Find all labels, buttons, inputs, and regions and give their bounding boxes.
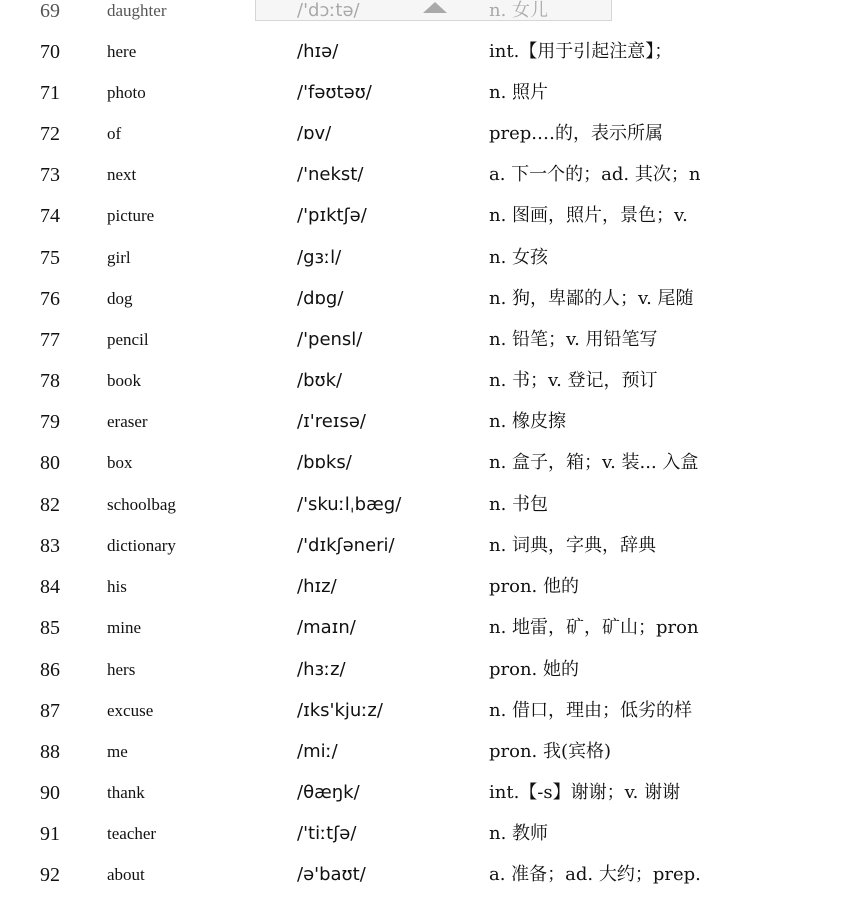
english-word: picture xyxy=(107,206,155,225)
meaning: int.【用于引起注意】； xyxy=(489,41,673,62)
phonetic: /maɪn/ xyxy=(297,617,356,638)
meaning: n. 狗，卑鄙的人；v. 尾随 xyxy=(489,288,694,309)
phonetic: /hɜːz/ xyxy=(297,659,346,680)
meaning: n. 盒子，箱；v. 装... 入盒 xyxy=(489,452,699,473)
phonetic: /θæŋk/ xyxy=(297,782,360,803)
english-word: dictionary xyxy=(107,536,176,555)
row-number: 74 xyxy=(40,205,60,227)
table-row[interactable] xyxy=(0,576,850,617)
row-number: 77 xyxy=(40,329,60,351)
meaning: prep.…的，表示所属 xyxy=(489,123,664,144)
meaning: a. 下一个的；ad. 其次；n xyxy=(489,164,701,185)
table-row[interactable] xyxy=(0,247,850,288)
row-number: 71 xyxy=(40,82,60,104)
table-row[interactable] xyxy=(0,123,850,164)
english-word: box xyxy=(107,453,133,472)
row-number: 80 xyxy=(40,452,60,474)
table-row[interactable] xyxy=(0,741,850,782)
english-word: eraser xyxy=(107,412,148,431)
row-number: 82 xyxy=(40,494,60,516)
meaning: n. 地雷，矿，矿山；pron xyxy=(489,617,699,638)
phonetic: /ɒv/ xyxy=(297,123,332,144)
meaning: n. 借口，理由；低劣的样 xyxy=(489,700,693,721)
meaning: n. 书；v. 登记，预订 xyxy=(489,370,658,391)
table-row[interactable] xyxy=(0,452,850,493)
english-word: pencil xyxy=(107,330,149,349)
phonetic: /ɪks'kjuːz/ xyxy=(297,700,383,721)
phonetic: /'pɪktʃə/ xyxy=(297,205,367,226)
table-row[interactable] xyxy=(0,782,850,823)
meaning: pron. 我(宾格) xyxy=(489,741,612,762)
row-number: 79 xyxy=(40,411,60,433)
phonetic: /hɪz/ xyxy=(297,576,337,597)
table-row[interactable] xyxy=(0,535,850,576)
english-word: next xyxy=(107,165,137,184)
english-word: book xyxy=(107,371,141,390)
phonetic: /dɒg/ xyxy=(297,288,344,309)
row-number: 87 xyxy=(40,700,60,722)
row-number: 91 xyxy=(40,823,60,845)
meaning: pron. 他的 xyxy=(489,576,579,597)
scroll-up-overlay[interactable] xyxy=(255,0,612,21)
meaning: n. 女孩 xyxy=(489,247,549,268)
meaning: a. 准备；ad. 大约；prep. xyxy=(489,864,701,885)
table-row[interactable] xyxy=(0,823,850,864)
phonetic: /'tiːtʃə/ xyxy=(297,823,357,844)
table-row[interactable] xyxy=(0,494,850,535)
phonetic: /gɜːl/ xyxy=(297,247,342,268)
phonetic: /miː/ xyxy=(297,741,338,762)
table-row[interactable] xyxy=(0,700,850,741)
english-word: excuse xyxy=(107,701,154,720)
table-row[interactable] xyxy=(0,288,850,329)
table-row[interactable] xyxy=(0,41,850,82)
row-number: 72 xyxy=(40,123,60,145)
row-number: 83 xyxy=(40,535,60,557)
english-word: hers xyxy=(107,660,136,679)
table-row[interactable] xyxy=(0,370,850,411)
meaning: n. 照片 xyxy=(489,82,549,103)
row-number: 78 xyxy=(40,370,60,392)
phonetic: /hɪə/ xyxy=(297,41,339,62)
meaning: n. 铅笔；v. 用铅笔写 xyxy=(489,329,658,350)
meaning: n. 图画，照片，景色；v. xyxy=(489,205,688,226)
phonetic: /bʊk/ xyxy=(297,370,343,391)
english-word: daughter xyxy=(107,1,167,20)
row-number: 92 xyxy=(40,864,60,886)
english-word: schoolbag xyxy=(107,495,176,514)
english-word: photo xyxy=(107,83,146,102)
meaning: n. 书包 xyxy=(489,494,549,515)
english-word: girl xyxy=(107,248,131,267)
row-number: 90 xyxy=(40,782,60,804)
meaning: n. 教师 xyxy=(489,823,549,844)
phonetic: /'dɪkʃəneri/ xyxy=(297,535,395,556)
phonetic: /'skuːlˌbæg/ xyxy=(297,494,402,515)
table-row[interactable] xyxy=(0,659,850,700)
english-word: dog xyxy=(107,289,133,308)
english-word: about xyxy=(107,865,145,884)
meaning: pron. 她的 xyxy=(489,659,579,680)
table-row[interactable] xyxy=(0,864,850,905)
row-number: 88 xyxy=(40,741,60,763)
meaning: int.【-s】谢谢；v. 谢谢 xyxy=(489,782,681,803)
row-number: 75 xyxy=(40,247,60,269)
phonetic: /'nekst/ xyxy=(297,164,364,185)
english-word: his xyxy=(107,577,127,596)
table-row[interactable] xyxy=(0,205,850,246)
table-row[interactable] xyxy=(0,617,850,658)
english-word: of xyxy=(107,124,122,143)
phonetic: /'fəʊtəʊ/ xyxy=(297,82,372,103)
english-word: mine xyxy=(107,618,141,637)
row-number: 70 xyxy=(40,41,60,63)
english-word: teacher xyxy=(107,824,157,843)
phonetic: /ɪ'reɪsə/ xyxy=(297,411,366,432)
row-number: 84 xyxy=(40,576,60,598)
row-number: 85 xyxy=(40,617,60,639)
table-row[interactable] xyxy=(0,82,850,123)
scroll-up-arrow-icon[interactable] xyxy=(423,2,447,13)
english-word: me xyxy=(107,742,128,761)
row-number: 73 xyxy=(40,164,60,186)
table-row[interactable] xyxy=(0,329,850,370)
meaning: n. 橡皮擦 xyxy=(489,411,567,432)
row-number: 76 xyxy=(40,288,60,310)
table-row[interactable] xyxy=(0,411,850,452)
phonetic: /ə'baʊt/ xyxy=(297,864,366,885)
english-word: here xyxy=(107,42,137,61)
phonetic: /'pensl/ xyxy=(297,329,363,350)
phonetic: /bɒks/ xyxy=(297,452,352,473)
row-number: 69 xyxy=(40,0,60,22)
table-row[interactable] xyxy=(0,164,850,205)
meaning: n. 词典，字典，辞典 xyxy=(489,535,657,556)
english-word: thank xyxy=(107,783,145,802)
row-number: 86 xyxy=(40,659,60,681)
